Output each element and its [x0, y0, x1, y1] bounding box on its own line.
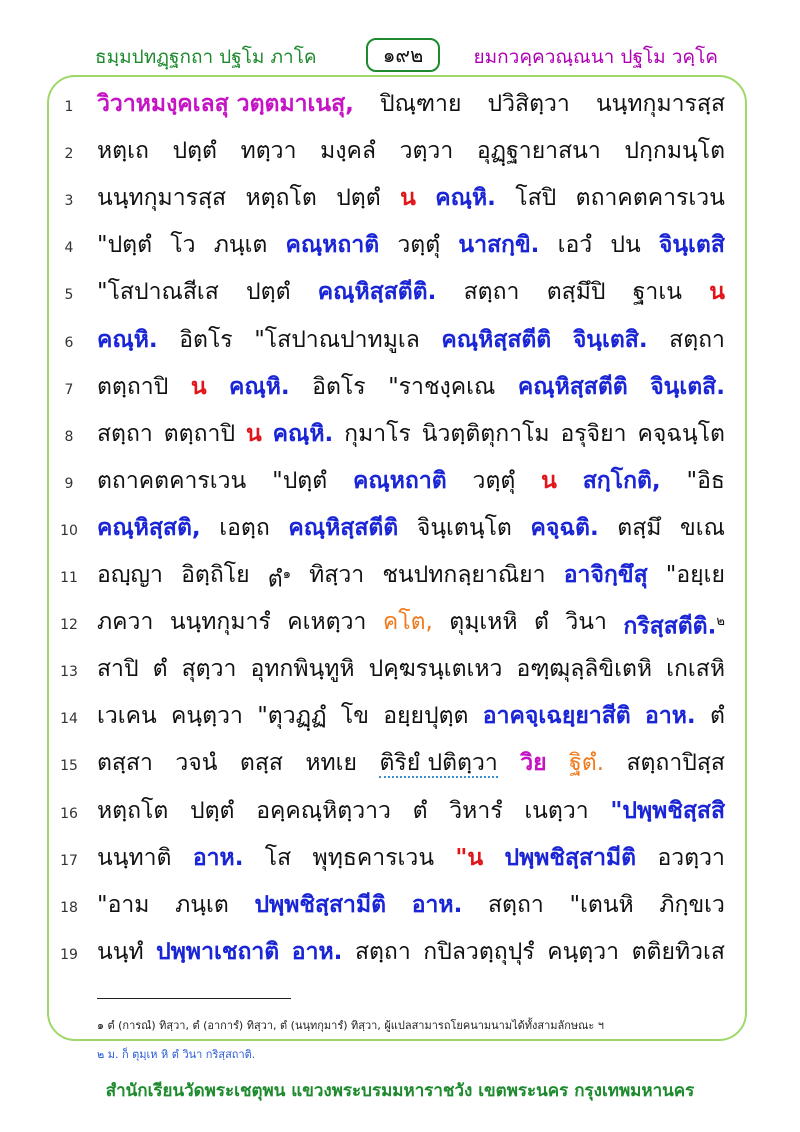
page-number: ๑๙๒: [366, 38, 440, 72]
word: "ราชงฺคเณ: [388, 373, 496, 400]
line-number: 4: [64, 240, 74, 257]
word: ปพฺพชิสฺสามีติ: [504, 844, 637, 871]
line-number: 2: [64, 146, 74, 163]
page-footer: สำนักเรียนวัดพระเชตุพน แขวงพระบรมมหาราชวัง เขตพระนคร กรุงเทพมหานคร: [105, 1081, 695, 1101]
word: คจฺฉนฺโต: [637, 420, 725, 447]
word: ปตฺตํ: [336, 185, 381, 212]
word: ทิสฺวา: [309, 562, 365, 588]
word: อาห.: [411, 891, 463, 918]
word: สตฺถาปิสฺส: [626, 750, 725, 777]
text-line: [0, 317, 800, 363]
word: อรุจิยา: [560, 420, 627, 447]
word: สตฺถา: [463, 279, 520, 306]
word: อาห.: [645, 703, 696, 730]
line-text: [97, 882, 725, 928]
line-text: [97, 505, 725, 551]
footnote-marker: ๑: [282, 567, 291, 582]
word: ทตฺวา: [240, 138, 297, 165]
word: อยฺยปุตฺต: [383, 703, 469, 730]
word: อาห.: [291, 938, 343, 965]
footnote-2: ๒ ม. ก็ ตุมฺเห หิ ตํ วินา กริสฺสถาติ.: [97, 1048, 256, 1061]
word: อิตโร: [312, 373, 366, 400]
word: ปตฺตํ: [190, 797, 235, 824]
word: สกฺโกติ,: [582, 467, 661, 494]
word: นาสกฺขิ.: [458, 232, 540, 259]
word: กุมาโร: [344, 420, 411, 447]
word: อฑฺฒุลฺลิขิเตหิ: [516, 656, 653, 683]
word: ตสฺมึ: [617, 514, 662, 541]
word: ภนฺเต: [213, 232, 268, 259]
text-line: [0, 882, 800, 928]
word: สตฺถา: [97, 420, 153, 447]
line-number: 19: [60, 946, 78, 963]
word: อุทกพินฺทูหิ: [250, 656, 355, 683]
word: คเหตฺวา: [287, 609, 367, 636]
word: "ปตฺตํ: [97, 232, 153, 259]
line-text: [97, 317, 725, 363]
word: "อาม: [97, 891, 150, 918]
word: จินฺเตนฺโต: [416, 514, 512, 541]
line-text: [97, 646, 725, 692]
word: คณฺหิ.: [435, 185, 496, 212]
word: ปวิสิตฺวา: [487, 91, 570, 117]
word: โสปิ: [515, 185, 557, 212]
chapter-title: ยมกวคฺควณฺณนา ปฐโม วคฺโค: [473, 46, 718, 68]
word: กริสฺสตีติ.$^๒$: [623, 613, 725, 640]
word: "ปพฺพชิสฺสสิ: [610, 797, 725, 824]
word: อิตฺถิโย: [181, 562, 250, 588]
line-number: 8: [64, 428, 74, 445]
text-line: [0, 929, 800, 975]
word: โว: [170, 232, 196, 259]
line-text: [97, 740, 725, 786]
word: วิวาหมงฺคเลสุ วตฺตมาเนสุ,: [97, 91, 354, 117]
word: วตฺตุํ: [472, 467, 516, 494]
word: ฐิตํ.: [569, 750, 605, 777]
word: ตุมฺเหหิ: [449, 609, 518, 636]
word: สตฺถา: [354, 938, 411, 965]
word: น: [400, 185, 416, 212]
word: ภควา: [97, 609, 154, 636]
word: "โสปาณปาทมูเล: [254, 326, 420, 353]
word: อุฏฺฐายาสนา: [476, 138, 601, 165]
word: โส: [264, 844, 292, 871]
page-header: [0, 36, 800, 76]
word: ตํ: [412, 797, 428, 824]
word: นนฺทกุมารํ: [169, 609, 271, 636]
word: ปพฺพชิสฺสามีติ: [254, 891, 387, 918]
word: สตฺถา: [487, 891, 544, 918]
word: เวเคน: [97, 703, 157, 730]
word: วินา: [565, 609, 607, 636]
word: อคฺคณฺหิตฺวาว: [256, 797, 391, 824]
word: หตฺถโต: [97, 797, 169, 824]
word: คจฺฉติ.: [530, 514, 599, 541]
text-line: [0, 175, 800, 221]
line-number: 6: [64, 334, 74, 351]
word: คนฺตฺวา: [547, 938, 620, 965]
word: คณฺหิ.: [97, 326, 158, 353]
word: หตฺเถ: [97, 138, 149, 165]
text-line: [0, 222, 800, 268]
word: คณฺหิสฺสตีติ: [288, 514, 399, 541]
line-number: 1: [64, 99, 74, 115]
line-text: [97, 269, 725, 315]
line-text: [97, 128, 725, 174]
word: นนฺทกุมารสฺส: [595, 91, 725, 117]
word: คณฺหิ.: [272, 420, 334, 447]
text-line: [0, 269, 800, 315]
word: อาจิกฺขึสุ: [563, 562, 648, 588]
word: นนฺทาติ: [97, 844, 172, 871]
word: "ตุวฏฺฏํ: [257, 703, 327, 730]
footnote-marker: ๒: [716, 614, 725, 630]
word: ปคฺฆรนฺเตเหว: [368, 656, 503, 683]
word: เอวํ: [557, 232, 593, 259]
text-line: [0, 693, 800, 739]
word: คณฺหิสฺสตีติ.: [317, 279, 437, 306]
word: ตํ: [534, 609, 549, 636]
word: "โสปาณสีเส: [97, 279, 219, 306]
word: หตฺถโต: [245, 185, 317, 212]
word: น: [245, 420, 262, 447]
word: นนฺทํ: [97, 938, 144, 965]
text-line: [0, 599, 800, 645]
word: ตํ: [709, 703, 725, 730]
word: จินฺเตสิ.: [572, 326, 648, 353]
word: ตสฺสา: [97, 750, 153, 777]
word: ตสฺมึปิ: [546, 279, 606, 306]
line-number: 16: [60, 805, 78, 822]
word: นิวตฺติตุกาโม: [421, 420, 550, 447]
line-number: 5: [64, 287, 74, 304]
word: ตตฺถาปิ: [97, 373, 169, 400]
word: จินฺเตสิ.: [650, 373, 725, 400]
word: ตถาคตคารเวน: [575, 185, 725, 212]
word: คณฺหถาติ: [285, 232, 380, 259]
text-line: [0, 835, 800, 881]
word: วิหารํ: [449, 797, 503, 824]
line-number: 12: [60, 617, 78, 634]
word: ชนปทกลฺยาณิยา: [382, 562, 546, 588]
word: คณฺหิ.: [229, 373, 290, 400]
line-text: [97, 81, 725, 127]
line-number: 10: [60, 522, 78, 539]
word: จินฺเตสิ: [658, 232, 725, 259]
line-text: [97, 458, 725, 504]
word: วิย: [520, 750, 547, 777]
word: อาคจฺเฉยฺยาสีติ: [482, 703, 631, 730]
word: ปน: [610, 232, 641, 259]
line-text: [97, 175, 725, 221]
text-line: [0, 364, 800, 410]
text-line: [0, 81, 800, 127]
word: คนฺตฺวา: [171, 703, 243, 730]
word: วตฺวา: [399, 138, 454, 165]
word: ภิกฺขเว: [659, 891, 725, 918]
word: สุตฺวา: [181, 656, 237, 683]
text-line: [0, 552, 800, 598]
line-number: 3: [64, 193, 74, 210]
text-line: [0, 128, 800, 174]
line-text: [97, 599, 725, 650]
word: ตํ$^๑$: [267, 566, 291, 593]
word: มงฺคลํ: [320, 138, 376, 165]
word: น: [709, 279, 725, 306]
word: โข: [340, 703, 369, 730]
word: เกเสหิ: [666, 656, 725, 683]
word: ขเณ: [680, 514, 725, 541]
word: ปิณฺฑาย: [380, 91, 462, 117]
word: คโต,: [382, 609, 433, 636]
word: "อยฺเย: [665, 562, 725, 588]
line-number: 17: [60, 852, 78, 869]
word: ตตฺถาปิ: [163, 420, 236, 447]
text-line: [0, 646, 800, 692]
line-number: 11: [60, 570, 78, 586]
word: น: [190, 373, 207, 400]
word: ปตฺตํ: [246, 279, 291, 306]
word: เนตฺวา: [524, 797, 589, 824]
word: ภนฺเต: [175, 891, 229, 918]
word: ตสฺส: [239, 750, 283, 777]
word: สตฺถา: [669, 326, 725, 353]
word: วจนํ: [175, 750, 218, 777]
text-line: [0, 411, 800, 457]
line-text: [97, 929, 725, 975]
word: ปกฺกมนฺโต: [624, 138, 725, 165]
word: น: [541, 467, 557, 494]
line-number: 18: [60, 899, 78, 916]
line-text: [97, 364, 725, 410]
line-text: [97, 222, 725, 268]
word: พุทฺธคารเวน: [312, 844, 435, 871]
word: "ปตฺตํ: [272, 467, 328, 494]
line-number: 13: [60, 664, 78, 681]
line-text: [97, 411, 725, 457]
word: "อิธ: [686, 467, 725, 494]
line-number: 14: [60, 711, 78, 728]
word: คณฺหถาติ: [353, 467, 447, 494]
line-text: [97, 835, 725, 881]
word: คณฺหิสฺสตีติ: [441, 326, 552, 353]
word: ติริยํ ปติตฺวา: [379, 750, 498, 777]
line-number: 15: [60, 758, 78, 775]
word: อิตโร: [179, 326, 233, 353]
word: หทเย: [305, 750, 358, 777]
text-line: [0, 505, 800, 551]
text-line: [0, 740, 800, 786]
book-title: ธมฺมปทฏฺฐกถา ปฐโม ภาโค: [95, 46, 317, 68]
line-number: 7: [64, 381, 74, 398]
word: ฐาเน: [632, 279, 682, 306]
word: ตติยทิวเส: [631, 938, 725, 965]
word: อวตฺวา: [657, 844, 725, 871]
footnote-1: ๑ ตํ (การณํ) ทิสฺวา, ตํ (อาการํ) ทิสฺวา, ตํ (นนฺทกุมารํ) ทิสฺวา, ผู้แปลสามารถโยคนามนามได้ทั้งสามลักษณะ ฯ: [97, 1019, 604, 1032]
word: ตํ: [152, 656, 168, 683]
word: กปิลวตฺถุปุรํ: [423, 938, 535, 965]
text-line: [0, 458, 800, 504]
word: อญฺญา: [97, 562, 163, 588]
footnote-divider: [97, 998, 291, 999]
word: ตถาคตคารเวน: [97, 467, 247, 494]
line-text: [97, 788, 725, 834]
word: อาห.: [192, 844, 244, 871]
line-text: [97, 693, 725, 739]
word: "เตนหิ: [569, 891, 634, 918]
word: ปตฺตํ: [172, 138, 217, 165]
word: วตฺตุํ: [397, 232, 441, 259]
word: สาปิ: [97, 656, 139, 683]
word: คณฺหิสฺสติ,: [97, 514, 201, 541]
line-number: 9: [64, 475, 74, 492]
word: ปพฺพาเชถาติ: [156, 938, 280, 965]
word: เอตฺถ: [219, 514, 270, 541]
word: "น: [455, 844, 484, 871]
word: นนฺทกุมารสฺส: [97, 185, 227, 212]
line-text: [97, 552, 725, 603]
text-line: [0, 788, 800, 834]
word: คณฺหิสฺสตีติ: [517, 373, 628, 400]
